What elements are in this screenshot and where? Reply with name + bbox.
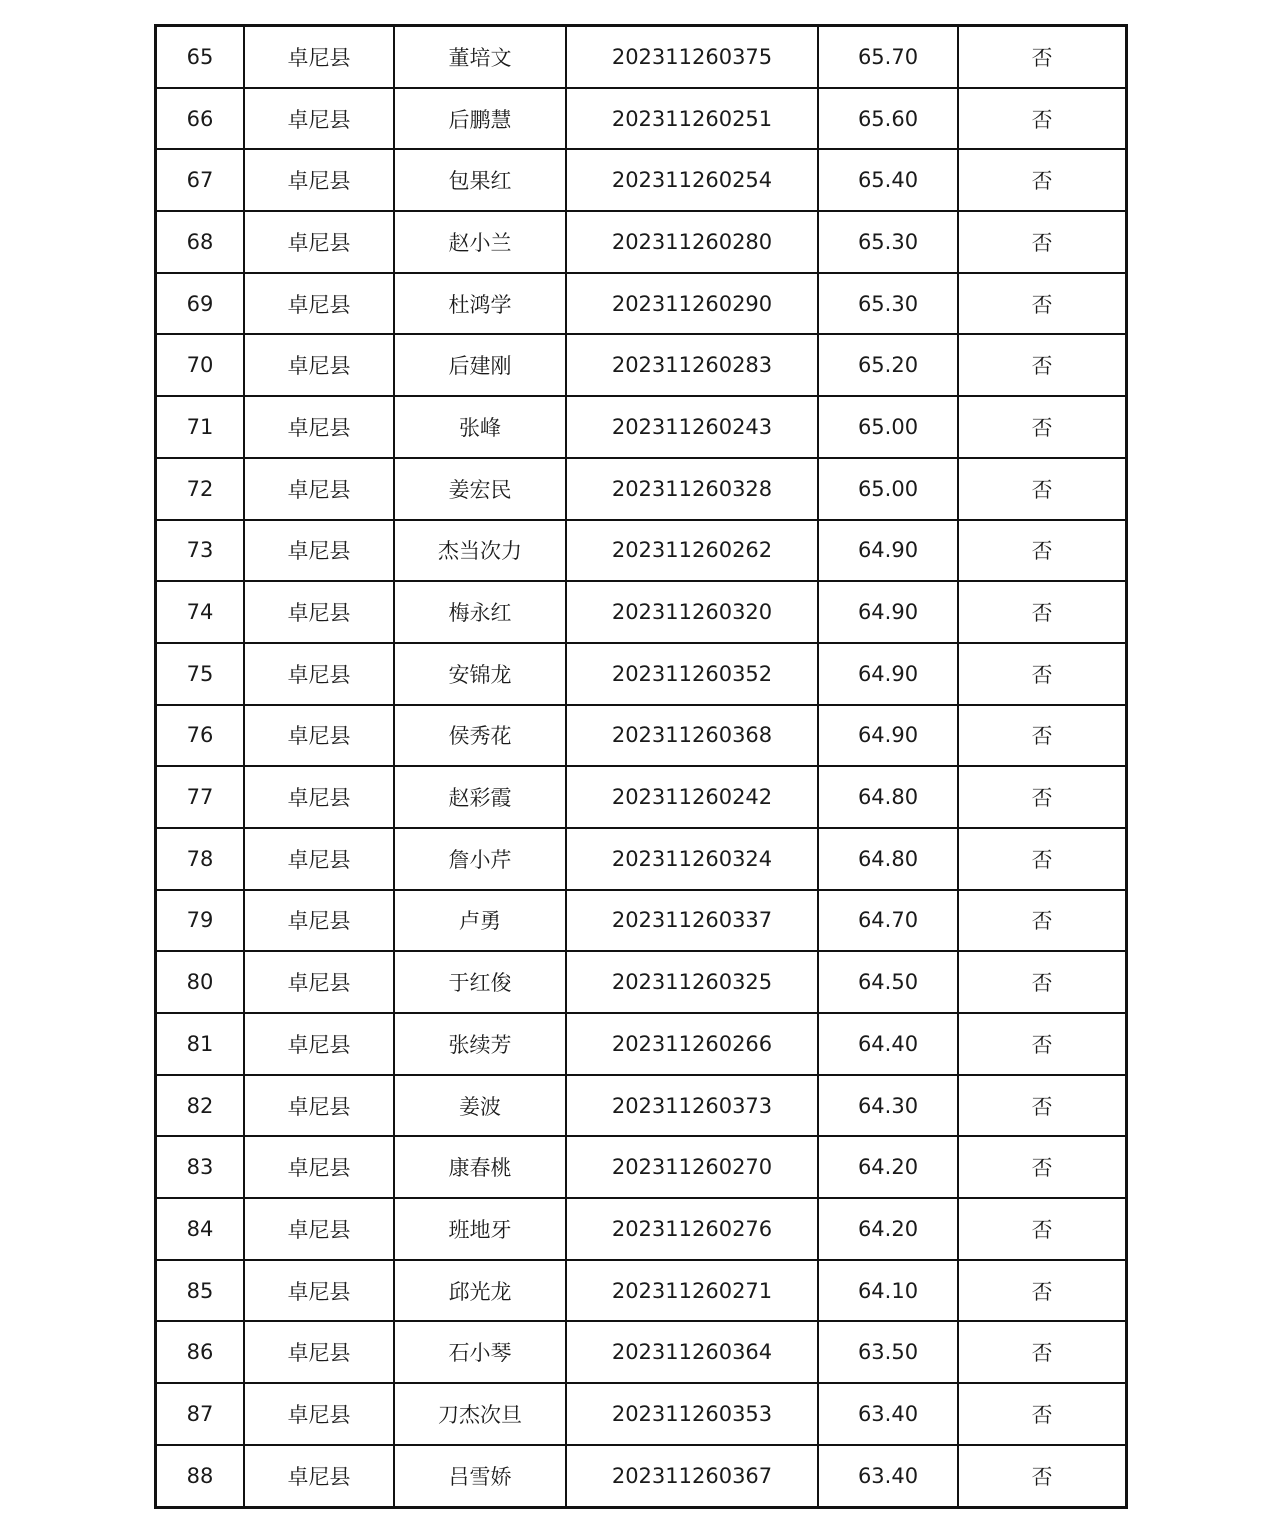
cell-name: 包果红	[394, 149, 566, 211]
table-row	[156, 458, 1127, 520]
cell-ticket-number: 202311260254	[566, 149, 818, 211]
cell-county: 卓尼县	[244, 1321, 394, 1383]
cell-score: 64.80	[818, 828, 958, 890]
cell-seq: 65	[156, 26, 245, 88]
cell-seq: 72	[156, 458, 245, 520]
cell-score: 64.90	[818, 520, 958, 582]
table-row	[156, 828, 1127, 890]
cell-score: 64.90	[818, 581, 958, 643]
cell-ticket-number: 202311260368	[566, 705, 818, 767]
cell-seq: 73	[156, 520, 245, 582]
cell-flag: 否	[958, 1383, 1127, 1445]
cell-seq: 70	[156, 334, 245, 396]
cell-flag: 否	[958, 1445, 1127, 1507]
cell-score: 65.30	[818, 273, 958, 335]
cell-county: 卓尼县	[244, 88, 394, 150]
cell-ticket-number: 202311260280	[566, 211, 818, 273]
cell-name: 后鹏慧	[394, 88, 566, 150]
cell-name: 赵彩霞	[394, 766, 566, 828]
cell-county: 卓尼县	[244, 1075, 394, 1137]
cell-seq: 82	[156, 1075, 245, 1137]
cell-county: 卓尼县	[244, 458, 394, 520]
cell-flag: 否	[958, 149, 1127, 211]
results-table	[154, 24, 1128, 1509]
cell-name: 康春桃	[394, 1136, 566, 1198]
cell-name: 詹小芹	[394, 828, 566, 890]
cell-seq: 87	[156, 1383, 245, 1445]
cell-flag: 否	[958, 1260, 1127, 1322]
cell-ticket-number: 202311260276	[566, 1198, 818, 1260]
cell-ticket-number: 202311260353	[566, 1383, 818, 1445]
cell-ticket-number: 202311260328	[566, 458, 818, 520]
cell-name: 刀杰次旦	[394, 1383, 566, 1445]
cell-name: 梅永红	[394, 581, 566, 643]
cell-county: 卓尼县	[244, 581, 394, 643]
cell-ticket-number: 202311260324	[566, 828, 818, 890]
table-row	[156, 1136, 1127, 1198]
table-row	[156, 581, 1127, 643]
table-row	[156, 890, 1127, 952]
cell-ticket-number: 202311260375	[566, 26, 818, 88]
cell-ticket-number: 202311260373	[566, 1075, 818, 1137]
table-row	[156, 396, 1127, 458]
cell-county: 卓尼县	[244, 1445, 394, 1507]
cell-seq: 74	[156, 581, 245, 643]
cell-score: 64.90	[818, 643, 958, 705]
cell-ticket-number: 202311260325	[566, 951, 818, 1013]
cell-county: 卓尼县	[244, 520, 394, 582]
table-row	[156, 334, 1127, 396]
cell-ticket-number: 202311260270	[566, 1136, 818, 1198]
cell-score: 64.90	[818, 705, 958, 767]
cell-name: 张续芳	[394, 1013, 566, 1075]
cell-score: 63.40	[818, 1445, 958, 1507]
cell-seq: 79	[156, 890, 245, 952]
cell-score: 65.00	[818, 396, 958, 458]
cell-score: 65.20	[818, 334, 958, 396]
cell-seq: 69	[156, 273, 245, 335]
cell-county: 卓尼县	[244, 1136, 394, 1198]
cell-seq: 75	[156, 643, 245, 705]
cell-county: 卓尼县	[244, 766, 394, 828]
cell-flag: 否	[958, 1136, 1127, 1198]
cell-score: 64.20	[818, 1198, 958, 1260]
results-table-body	[156, 26, 1127, 1508]
cell-county: 卓尼县	[244, 273, 394, 335]
table-row	[156, 766, 1127, 828]
cell-county: 卓尼县	[244, 1198, 394, 1260]
cell-ticket-number: 202311260242	[566, 766, 818, 828]
cell-seq: 67	[156, 149, 245, 211]
cell-name: 侯秀花	[394, 705, 566, 767]
cell-county: 卓尼县	[244, 1260, 394, 1322]
cell-ticket-number: 202311260337	[566, 890, 818, 952]
cell-flag: 否	[958, 396, 1127, 458]
cell-seq: 88	[156, 1445, 245, 1507]
table-row	[156, 26, 1127, 88]
cell-county: 卓尼县	[244, 211, 394, 273]
cell-seq: 68	[156, 211, 245, 273]
cell-name: 杜鸿学	[394, 273, 566, 335]
cell-flag: 否	[958, 273, 1127, 335]
cell-seq: 85	[156, 1260, 245, 1322]
cell-flag: 否	[958, 334, 1127, 396]
cell-county: 卓尼县	[244, 705, 394, 767]
cell-flag: 否	[958, 828, 1127, 890]
cell-score: 64.40	[818, 1013, 958, 1075]
cell-score: 64.80	[818, 766, 958, 828]
cell-ticket-number: 202311260364	[566, 1321, 818, 1383]
cell-flag: 否	[958, 890, 1127, 952]
cell-county: 卓尼县	[244, 951, 394, 1013]
cell-name: 张峰	[394, 396, 566, 458]
table-row	[156, 1075, 1127, 1137]
cell-flag: 否	[958, 1198, 1127, 1260]
cell-name: 于红俊	[394, 951, 566, 1013]
table-row	[156, 88, 1127, 150]
cell-ticket-number: 202311260271	[566, 1260, 818, 1322]
cell-name: 姜宏民	[394, 458, 566, 520]
cell-ticket-number: 202311260266	[566, 1013, 818, 1075]
cell-flag: 否	[958, 643, 1127, 705]
cell-county: 卓尼县	[244, 334, 394, 396]
cell-ticket-number: 202311260320	[566, 581, 818, 643]
cell-county: 卓尼县	[244, 890, 394, 952]
table-row	[156, 273, 1127, 335]
cell-score: 65.30	[818, 211, 958, 273]
cell-flag: 否	[958, 1321, 1127, 1383]
cell-name: 姜波	[394, 1075, 566, 1137]
cell-county: 卓尼县	[244, 828, 394, 890]
cell-county: 卓尼县	[244, 26, 394, 88]
cell-seq: 76	[156, 705, 245, 767]
cell-seq: 77	[156, 766, 245, 828]
cell-county: 卓尼县	[244, 643, 394, 705]
cell-name: 石小琴	[394, 1321, 566, 1383]
cell-name: 杰当次力	[394, 520, 566, 582]
cell-score: 64.10	[818, 1260, 958, 1322]
table-row	[156, 643, 1127, 705]
cell-score: 63.40	[818, 1383, 958, 1445]
cell-flag: 否	[958, 951, 1127, 1013]
cell-flag: 否	[958, 26, 1127, 88]
cell-county: 卓尼县	[244, 396, 394, 458]
table-row	[156, 211, 1127, 273]
cell-flag: 否	[958, 88, 1127, 150]
table-row	[156, 1198, 1127, 1260]
cell-name: 安锦龙	[394, 643, 566, 705]
cell-flag: 否	[958, 581, 1127, 643]
cell-ticket-number: 202311260251	[566, 88, 818, 150]
cell-flag: 否	[958, 1075, 1127, 1137]
cell-flag: 否	[958, 458, 1127, 520]
cell-seq: 78	[156, 828, 245, 890]
cell-score: 64.70	[818, 890, 958, 952]
cell-score: 63.50	[818, 1321, 958, 1383]
table-row	[156, 705, 1127, 767]
cell-score: 65.40	[818, 149, 958, 211]
table-row	[156, 951, 1127, 1013]
cell-name: 班地牙	[394, 1198, 566, 1260]
cell-ticket-number: 202311260367	[566, 1445, 818, 1507]
cell-county: 卓尼县	[244, 1013, 394, 1075]
cell-name: 吕雪娇	[394, 1445, 566, 1507]
cell-ticket-number: 202311260352	[566, 643, 818, 705]
cell-seq: 84	[156, 1198, 245, 1260]
cell-name: 赵小兰	[394, 211, 566, 273]
cell-seq: 86	[156, 1321, 245, 1383]
cell-name: 卢勇	[394, 890, 566, 952]
cell-ticket-number: 202311260243	[566, 396, 818, 458]
table-row	[156, 1260, 1127, 1322]
table-row	[156, 1013, 1127, 1075]
cell-score: 65.70	[818, 26, 958, 88]
cell-score: 65.60	[818, 88, 958, 150]
table-row	[156, 1321, 1127, 1383]
cell-name: 邱光龙	[394, 1260, 566, 1322]
cell-score: 64.20	[818, 1136, 958, 1198]
cell-ticket-number: 202311260290	[566, 273, 818, 335]
cell-ticket-number: 202311260262	[566, 520, 818, 582]
cell-seq: 80	[156, 951, 245, 1013]
table-row	[156, 520, 1127, 582]
table-row	[156, 1383, 1127, 1445]
cell-flag: 否	[958, 211, 1127, 273]
table-row	[156, 1445, 1127, 1507]
cell-score: 64.50	[818, 951, 958, 1013]
cell-seq: 81	[156, 1013, 245, 1075]
cell-flag: 否	[958, 705, 1127, 767]
cell-seq: 83	[156, 1136, 245, 1198]
table-row	[156, 149, 1127, 211]
cell-ticket-number: 202311260283	[566, 334, 818, 396]
cell-flag: 否	[958, 1013, 1127, 1075]
cell-county: 卓尼县	[244, 149, 394, 211]
cell-seq: 71	[156, 396, 245, 458]
cell-name: 董培文	[394, 26, 566, 88]
cell-name: 后建刚	[394, 334, 566, 396]
cell-score: 64.30	[818, 1075, 958, 1137]
cell-flag: 否	[958, 520, 1127, 582]
cell-score: 65.00	[818, 458, 958, 520]
cell-flag: 否	[958, 766, 1127, 828]
cell-seq: 66	[156, 88, 245, 150]
cell-county: 卓尼县	[244, 1383, 394, 1445]
